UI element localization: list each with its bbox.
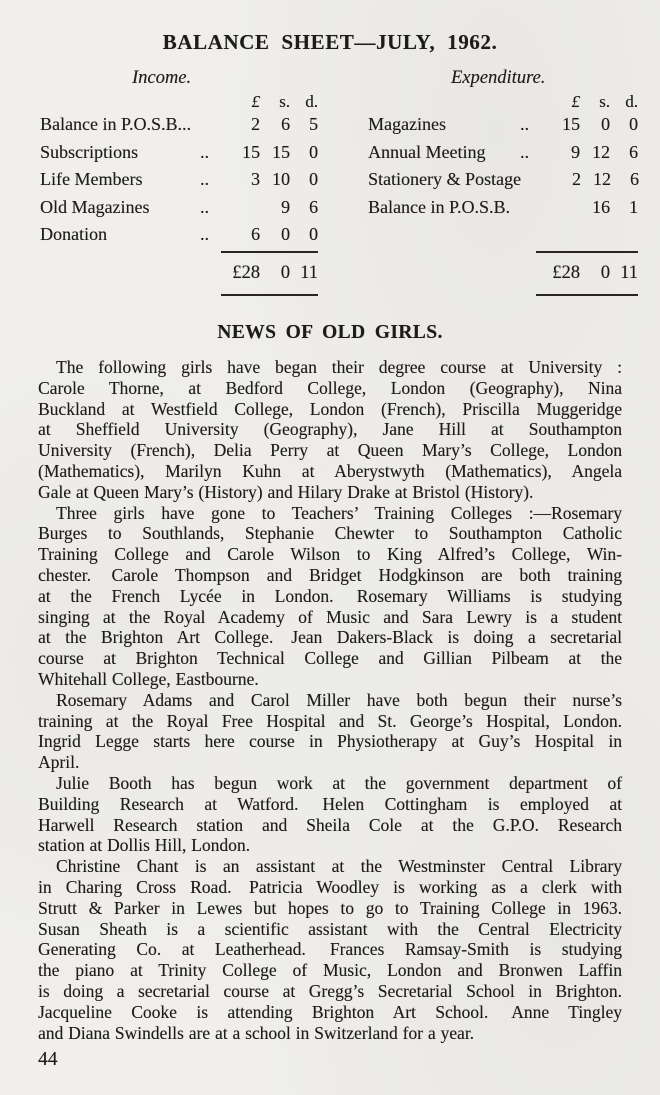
expenditure-total <box>368 251 638 296</box>
shillings-value: 12 <box>592 169 611 189</box>
shillings-value: 10 <box>272 169 290 189</box>
pence-value: 1 <box>629 196 638 217</box>
income-column-headers <box>40 92 318 114</box>
expenditure-rows <box>368 114 638 224</box>
leader-dots: .. <box>200 141 209 162</box>
text-line: Whitehall College, Eastbourne. <box>38 668 259 689</box>
total-shillings: 0 <box>600 263 610 283</box>
expenditure-label: Expenditure. <box>451 68 546 88</box>
row-label: Magazines <box>368 114 446 134</box>
total-shillings: 0 <box>280 263 290 283</box>
text-line: Ingrid Legge starts here course in Physiotherapy at Guy’s Hospital in <box>38 731 622 752</box>
pounds-value: 6 <box>251 224 260 244</box>
expenditure-column <box>368 68 639 283</box>
text-line: (Mathematics), Marilyn Kuhn at Aberystwyth (Mathematics), Angela <box>38 460 622 481</box>
income-column <box>40 68 318 283</box>
leader-dots: .. <box>200 169 209 189</box>
shillings-value: 0 <box>281 224 290 244</box>
balance-row <box>40 224 318 252</box>
pounds-header: £ <box>251 92 260 111</box>
shillings-value: 16 <box>592 196 610 217</box>
text-line: station at Dollis Hill, London. <box>38 835 250 856</box>
text-line: Carole Thorne, at Bedford College, London (Geography), Nina <box>38 377 622 398</box>
total-pence: 11 <box>620 263 638 283</box>
pounds-value: 2 <box>571 169 581 189</box>
row-label: Annual Meeting <box>368 141 486 162</box>
text-line: at the French Lycée in London. Rosemary Williams is studying <box>38 585 622 606</box>
news-heading: NEWS OF OLD GIRLS. <box>217 322 443 343</box>
text-line: the piano at Trinity College of Music, London and Bronwen Laffin <box>38 960 622 981</box>
pounds-value: 3 <box>251 169 260 189</box>
pounds-value: 9 <box>571 141 580 162</box>
page-number: 44 <box>38 1049 58 1070</box>
balance-row <box>40 197 318 225</box>
total-pounds: £28 <box>232 263 260 283</box>
text-line: course at Brighton Technical College and Gillian Pilbeam at the <box>38 648 622 669</box>
pence-value: 0 <box>309 169 318 189</box>
text-line: Christine Chant is an assistant at the Westminster Central Library <box>56 856 622 877</box>
pence-header: d. <box>305 92 318 111</box>
text-line: April. <box>38 752 80 773</box>
pence-value: 6 <box>629 169 639 189</box>
balance-row <box>368 169 638 197</box>
row-label: Balance in P.O.S.B... <box>40 114 191 134</box>
pounds-value: 2 <box>251 114 260 134</box>
pence-header: d. <box>625 92 638 111</box>
leader-dots: .. <box>200 196 209 217</box>
text-line: at Sheffield University (Geography), Jane Hill at Southampton <box>38 419 622 440</box>
row-label: Donation <box>40 224 107 244</box>
text-line: at the Brighton Art College. Jean Dakers-Black is doing a secretarial <box>38 627 622 648</box>
text-line: Harwell Research station and Sheila Cole at the G.P.O. Research <box>38 814 622 835</box>
balance-sheet-title: BALANCE SHEET—JULY, 1962. <box>162 30 498 54</box>
leader-dots: .. <box>520 114 529 134</box>
text-line: University (French), Delia Perry at Queen Mary’s College, London <box>38 440 622 461</box>
balance-row <box>368 142 638 170</box>
row-label: Life Members <box>40 169 143 189</box>
text-line: Buckland at Westfield College, London (French), Priscilla Muggeridge <box>38 398 622 419</box>
text-line: Building Research at Watford. Helen Cottingham is employed at <box>38 793 622 814</box>
text-line: Strutt & Parker in Lewes but hopes to go to Training College in 1963. <box>38 897 622 918</box>
shillings-value: 15 <box>272 141 290 162</box>
pence-value: 0 <box>309 224 318 244</box>
news-paragraph <box>38 503 622 690</box>
row-label: Balance in P.O.S.B. <box>368 196 510 217</box>
total-pounds: £28 <box>552 263 580 283</box>
income-label: Income. <box>132 68 192 88</box>
total-rule-bottom <box>536 294 638 296</box>
pounds-value: 15 <box>242 141 260 162</box>
balance-row <box>40 114 318 142</box>
news-section <box>38 322 622 1043</box>
text-line: Susan Sheath is a scientific assistant with the Central Electricity <box>38 918 622 939</box>
leader-dots: .. <box>520 141 529 162</box>
total-pence: 11 <box>300 263 318 283</box>
balance-row <box>40 142 318 170</box>
income-rows <box>40 114 318 252</box>
text-line: Rosemary Adams and Carol Miller have both begun their nurse’s <box>56 689 622 710</box>
row-label: Old Magazines <box>40 196 150 217</box>
text-line: and Diana Swindells are at a school in Switzerland for a year. <box>38 1022 475 1043</box>
text-line: Burges to Southlands, Stephanie Chewter to Southampton Catholic <box>38 523 622 544</box>
text-line: The following girls have began their degree course at University : <box>56 357 622 377</box>
leader-dots: .. <box>200 224 209 244</box>
text-line: chester. Carole Thompson and Bridget Hodgkinson are both training <box>38 564 622 585</box>
text-line: in Charing Cross Road. Patricia Woodley is working as a clerk with <box>38 876 622 897</box>
pence-value: 6 <box>309 196 318 217</box>
news-paragraph <box>38 357 622 503</box>
pence-value: 5 <box>309 114 318 134</box>
shillings-value: 0 <box>601 114 610 134</box>
text-line: Generating Co. at Leatherhead. Frances Ramsay-Smith is studying <box>38 939 622 960</box>
expenditure-column-headers <box>368 92 638 114</box>
balance-row <box>368 114 638 142</box>
shillings-header: s. <box>279 92 290 111</box>
total-rule-bottom <box>221 294 318 296</box>
text-line: Julie Booth has begun work at the government department of <box>56 772 622 793</box>
pence-value: 6 <box>629 141 638 162</box>
pounds-header: £ <box>571 92 580 111</box>
text-line: Three girls have gone to Teachers’ Training Colleges :—Rosemary <box>56 502 622 523</box>
shillings-header: s. <box>599 92 610 111</box>
expenditure-total-row <box>368 253 638 294</box>
balance-row <box>368 197 638 225</box>
pence-value: 0 <box>629 114 638 134</box>
income-total-row <box>40 253 318 294</box>
text-line: training at the Royal Free Hospital and St. George’s Hospital, London. <box>38 710 622 731</box>
news-paragraphs <box>38 357 622 1043</box>
pounds-value: 15 <box>562 114 580 134</box>
pence-value: 0 <box>309 141 318 162</box>
text-line: Jacqueline Cooke is attending Brighton Art School. Anne Tingley <box>38 1001 622 1022</box>
row-label: Stationery & Postage <box>368 169 521 189</box>
news-paragraph <box>38 690 622 773</box>
text-line: Gale at Queen Mary’s (History) and Hilary Drake at Bristol (History). <box>38 481 534 502</box>
text-line: is doing a secretarial course at Gregg’s Secretarial School in Brighton. <box>38 980 622 1001</box>
balance-row <box>40 169 318 197</box>
shillings-value: 9 <box>281 196 290 217</box>
row-label: Subscriptions <box>40 141 139 162</box>
text-line: Training College and Carole Wilson to King Alfred’s College, Win- <box>38 544 622 565</box>
news-paragraph <box>38 773 622 856</box>
shillings-value: 6 <box>281 114 290 134</box>
news-paragraph <box>38 856 622 1043</box>
income-total <box>40 251 318 296</box>
shillings-value: 12 <box>592 141 610 162</box>
text-line: singing at the Royal Academy of Music and Sara Lewry is a student <box>38 606 622 627</box>
